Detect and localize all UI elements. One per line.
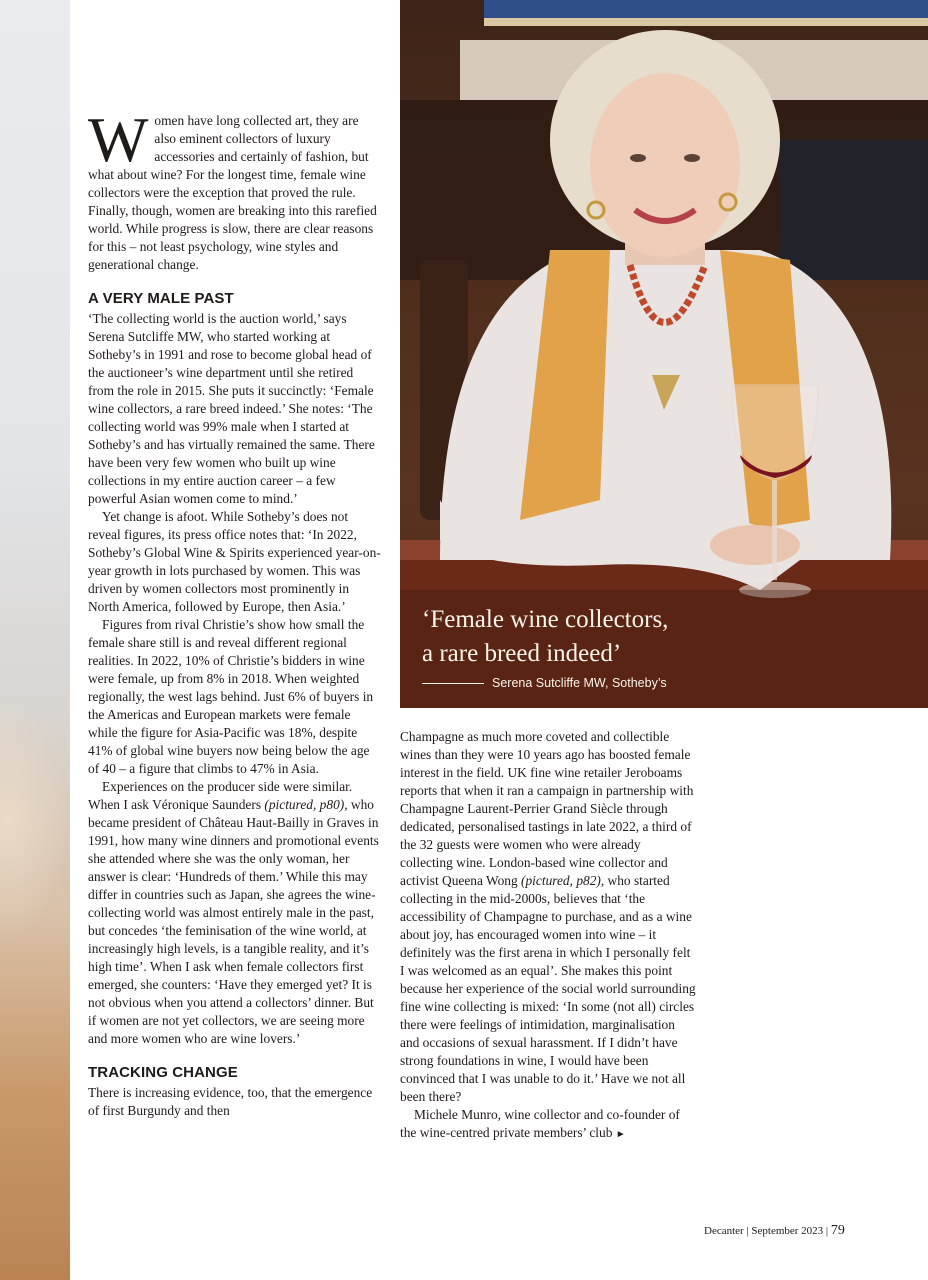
pictured-ref-p82: (pictured, p82) — [521, 873, 601, 888]
pull-quote — [422, 603, 842, 671]
dark-recess — [780, 140, 928, 280]
frame-molding — [484, 18, 928, 26]
attribution-rule — [422, 683, 484, 684]
paragraph-6-end: , who started collecting in the mid-2000s, believes that ‘the accessibility of Champagne to purchase, and as a wine about joy, has encouraged women into wine – it definitely was the first arena in which I personally felt I was welcomed as an equal’. She makes this point because her experience of the social world surrounding fine wine collecting is mixed: ‘In some (not all) circles there were feelings of intimidation, marginalisation and occasions of sexual harassment. If I didn’t have strong foundations in wine, I would have been convinced that I was unable to do it.’ Have we not all been there? — [400, 873, 696, 1104]
paragraph-1: ‘The collecting world is the auction world,’ says Serena Sutcliffe MW, who started working at Sotheby’s in 1991 and rose to become global head of the auctioneer’s wine department until she retired from the role in 2015. She puts it succinctly: ‘Female wine collectors, a rare breed indeed.’ She notes: ‘The collecting world was 99% male when I started at Sotheby’s and has virtually remained the same. There have been very few women who built up wine collections in my entire auction career – a few powerful Asian women come to mind.’ — [88, 311, 375, 506]
hands — [710, 525, 800, 565]
pull-quote-line-2: a rare breed indeed’ — [422, 640, 622, 667]
paragraph-2: Yet change is afoot. While Sotheby’s does not reveal figures, its press office notes that: ‘In 2022, Sotheby’s Global Wine & Spirits experienced year-on-year growth in lots purchased by women. This was driven by women collectors most prominently in North America, followed by Europe, then Asia.’ — [88, 509, 381, 614]
paragraph-6-start: Champagne as much more coveted and collectible wines than they were 10 years ago has boosted female interest in the field. UK fine wine retailer Jeroboams reports that when it ran a campaign in partnership with Champagne Laurent-Perrier Grand Siècle through dedicated, personalised tastings in late 2022, a third of the 32 guests were women who were already collecting wine. London-based wine collector and activist Queena Wong — [400, 729, 694, 888]
paragraph-4 — [88, 778, 382, 1048]
paragraph-5: There is increasing evidence, too, that the emergence of first Burgundy and then — [88, 1085, 373, 1118]
pictured-ref-p80: (pictured, p80) — [264, 797, 345, 812]
section-heading-tracking-change: TRACKING CHANGE — [88, 1064, 238, 1081]
left-edge-photo-strip — [0, 0, 70, 1280]
intro-text: omen have long collected art, they are also eminent collectors of luxury accessories and certainly of fashion, but what about wine? For the longest time, female wine collectors were the exception that proved the rule. Finally, though, women are breaking into this rarefied world. While progress is slow, there are clear reasons for this – not least psychology, wine styles and generational change. — [88, 113, 377, 272]
pull-quote-line-1: ‘Female wine collectors, — [422, 606, 669, 633]
face — [590, 73, 740, 257]
section-heading-male-past: A VERY MALE PAST — [88, 290, 234, 307]
footer-publication: Decanter | September 2023 | — [704, 1225, 829, 1237]
portrait-photo — [400, 0, 928, 708]
article-column-1 — [88, 104, 382, 1120]
paragraph-6 — [400, 728, 696, 1106]
left-edge-highlight — [0, 700, 70, 940]
left-eye — [630, 154, 646, 162]
intro-paragraph — [88, 104, 382, 274]
page-footer — [704, 1223, 845, 1239]
attribution-text: Serena Sutcliffe MW, Sotheby’s — [492, 676, 667, 690]
paragraph-7 — [400, 1106, 696, 1144]
page-number: 79 — [830, 1223, 845, 1238]
wine-glass-stem — [772, 480, 777, 580]
drop-cap: W — [88, 104, 149, 175]
quote-attribution — [422, 676, 667, 690]
portrait-illustration — [400, 0, 928, 708]
continue-arrow-icon: ► — [615, 1129, 626, 1140]
paragraph-7-text: Michele Munro, wine collector and co-founder of the wine-centred private members’ club — [400, 1107, 680, 1140]
paragraph-4-start: Experiences on the producer side were similar. When I ask Véronique Saunders — [88, 779, 353, 812]
right-eye — [684, 154, 700, 162]
paragraph-4-end: , who became president of Château Haut-Bailly in Graves in 1991, how many wine dinners and promotional events she attended where she was the only woman, her answer is clear: ‘Hundreds of them.’ While this may differ in countries such as Japan, she agrees the wine-collecting world was almost entirely male in the past, but concedes ‘the feminisation of the wine world, at increasingly high levels, is a tangible reality, and it’s high time’. When I ask when female collectors first emerged, she counters: ‘Have they emerged yet? It is not obvious when you attend a collectors’ dinner. But if women are not yet collectors, we are seeing more and more women who are wine lovers.’ — [88, 797, 379, 1046]
paragraph-3: Figures from rival Christie’s show how small the female share still is and reveal different regional realities. In 2022, 10% of Christie’s bidders in wine were female, up from 8% in 2018. When weighted regionally, the west lags behind. Just 6% of buyers in the Americas and European markets were female while the figure for Asia-Pacific was 18%, despite 41% of global wine buyers now being below the age of 40 – a figure that climbs to 47% in Asia. — [88, 617, 374, 776]
article-column-2 — [400, 728, 696, 1144]
